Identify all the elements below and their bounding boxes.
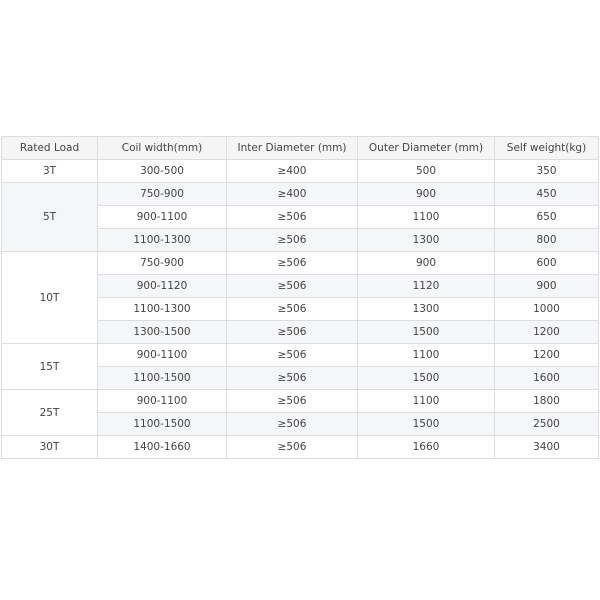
coil-width-cell: 900-1100 bbox=[98, 344, 227, 367]
outer-diameter-cell: 1100 bbox=[358, 206, 495, 229]
self-weight-cell: 1000 bbox=[495, 298, 599, 321]
table-row bbox=[2, 252, 599, 275]
self-weight-cell: 900 bbox=[495, 275, 599, 298]
coil-width-cell: 750-900 bbox=[98, 252, 227, 275]
coil-width-cell: 1100-1300 bbox=[98, 298, 227, 321]
coil-width-cell: 1400-1660 bbox=[98, 436, 227, 459]
inter-diameter-cell: ≥506 bbox=[227, 206, 358, 229]
header-coil-width: Coil width(mm) bbox=[98, 137, 227, 160]
inter-diameter-cell: ≥400 bbox=[227, 160, 358, 183]
inter-diameter-cell: ≥506 bbox=[227, 390, 358, 413]
inter-diameter-cell: ≥506 bbox=[227, 229, 358, 252]
outer-diameter-cell: 1500 bbox=[358, 413, 495, 436]
inter-diameter-cell: ≥506 bbox=[227, 367, 358, 390]
outer-diameter-cell: 1120 bbox=[358, 275, 495, 298]
table-row bbox=[2, 344, 599, 367]
outer-diameter-cell: 1300 bbox=[358, 298, 495, 321]
coil-width-cell: 1300-1500 bbox=[98, 321, 227, 344]
rated-load-cell: 3T bbox=[2, 160, 98, 183]
rated-load-cell: 30T bbox=[2, 436, 98, 459]
inter-diameter-cell: ≥506 bbox=[227, 252, 358, 275]
header-self-weight: Self weight(kg) bbox=[495, 137, 599, 160]
outer-diameter-cell: 500 bbox=[358, 160, 495, 183]
coil-width-cell: 750-900 bbox=[98, 183, 227, 206]
outer-diameter-cell: 1500 bbox=[358, 321, 495, 344]
coil-width-cell: 900-1120 bbox=[98, 275, 227, 298]
rated-load-cell: 15T bbox=[2, 344, 98, 390]
self-weight-cell: 1200 bbox=[495, 344, 599, 367]
header-rated-load: Rated Load bbox=[2, 137, 98, 160]
self-weight-cell: 1800 bbox=[495, 390, 599, 413]
coil-width-cell: 900-1100 bbox=[98, 390, 227, 413]
outer-diameter-cell: 900 bbox=[358, 252, 495, 275]
table-row bbox=[2, 390, 599, 413]
header-inter-diameter: Inter Diameter (mm) bbox=[227, 137, 358, 160]
self-weight-cell: 800 bbox=[495, 229, 599, 252]
inter-diameter-cell: ≥506 bbox=[227, 436, 358, 459]
inter-diameter-cell: ≥506 bbox=[227, 321, 358, 344]
table-row bbox=[2, 183, 599, 206]
inter-diameter-cell: ≥506 bbox=[227, 275, 358, 298]
coil-width-cell: 1100-1500 bbox=[98, 413, 227, 436]
outer-diameter-cell: 1660 bbox=[358, 436, 495, 459]
table-row bbox=[2, 436, 599, 459]
self-weight-cell: 3400 bbox=[495, 436, 599, 459]
header-row bbox=[2, 137, 599, 160]
coil-width-cell: 1100-1500 bbox=[98, 367, 227, 390]
header-outer-diameter: Outer Diameter (mm) bbox=[358, 137, 495, 160]
coil-width-cell: 900-1100 bbox=[98, 206, 227, 229]
inter-diameter-cell: ≥506 bbox=[227, 344, 358, 367]
self-weight-cell: 1200 bbox=[495, 321, 599, 344]
self-weight-cell: 350 bbox=[495, 160, 599, 183]
rated-load-cell: 5T bbox=[2, 183, 98, 252]
outer-diameter-cell: 900 bbox=[358, 183, 495, 206]
spec-table-container bbox=[1, 136, 598, 459]
spec-table bbox=[1, 136, 599, 459]
self-weight-cell: 450 bbox=[495, 183, 599, 206]
inter-diameter-cell: ≥506 bbox=[227, 298, 358, 321]
rated-load-cell: 25T bbox=[2, 390, 98, 436]
inter-diameter-cell: ≥506 bbox=[227, 413, 358, 436]
outer-diameter-cell: 1100 bbox=[358, 390, 495, 413]
rated-load-cell: 10T bbox=[2, 252, 98, 344]
self-weight-cell: 2500 bbox=[495, 413, 599, 436]
inter-diameter-cell: ≥400 bbox=[227, 183, 358, 206]
self-weight-cell: 1600 bbox=[495, 367, 599, 390]
coil-width-cell: 300-500 bbox=[98, 160, 227, 183]
coil-width-cell: 1100-1300 bbox=[98, 229, 227, 252]
outer-diameter-cell: 1100 bbox=[358, 344, 495, 367]
outer-diameter-cell: 1300 bbox=[358, 229, 495, 252]
self-weight-cell: 650 bbox=[495, 206, 599, 229]
table-row bbox=[2, 160, 599, 183]
outer-diameter-cell: 1500 bbox=[358, 367, 495, 390]
self-weight-cell: 600 bbox=[495, 252, 599, 275]
